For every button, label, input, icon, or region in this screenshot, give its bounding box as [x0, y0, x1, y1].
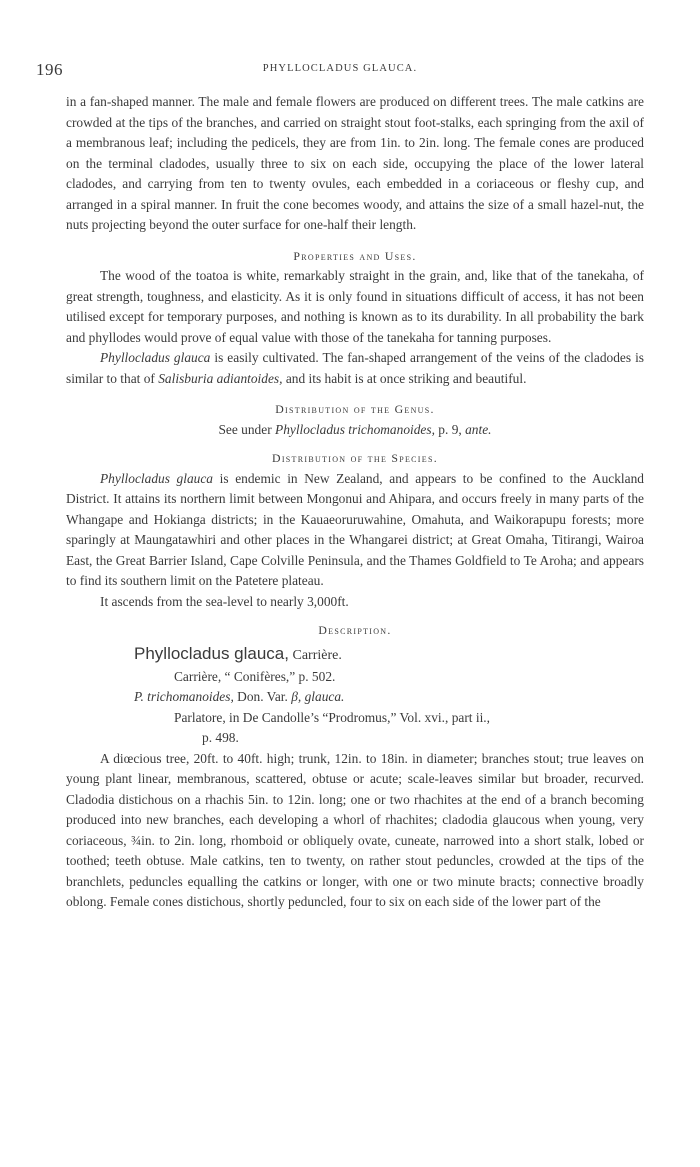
ref-trichomanoides-mid: Don. Var.	[233, 689, 292, 704]
reference-parlatore: Parlatore, in De Candolle’s “Prodromus,” Vol. xvi., part ii.,	[174, 709, 490, 725]
distribution-species-heading-text: Distribution of the Species.	[272, 451, 438, 465]
description-heading-text: Description.	[318, 623, 392, 637]
description-paragraph: A diœcious tree, 20ft. to 40ft. high; trunk, 12in. to 18in. in diameter; branches stout; true leaves on young plant linear, membranous, scattered, obtuse or acute; scale-leaves similar but broader, recurved. Cladodia distichous on a rhachis 5in. to 12in. long; one or two rhachites at the end of a branch becoming produced into new branches, each developing a whorl of rhachites; cladodia glaucous when young, very coriaceous, ¾in. to 2in. long, rhomboid or obliquely ovate, cuneate, narrowed into a short stalk, lobed or toothed; teeth obtuse. Male catkins, ten to twenty, on rather stout peduncles, crowded at the tips of the branchlets, peduncles equalling the catkins or longer, with one or two minute bracts; connective broadly oblong. Female cones distichous, shortly peduncled, four to six on each side of the lower part of the	[66, 750, 644, 909]
properties-text-b: and its habit is at once striking and beautiful.	[282, 370, 527, 386]
species-name: Phyllocladus glauca	[100, 470, 213, 486]
running-title: PHYLLOCLADUS GLAUCA.	[262, 63, 418, 74]
distribution-species-heading	[66, 448, 644, 469]
scientific-name-line	[134, 643, 644, 667]
properties-heading	[66, 246, 644, 267]
see-prefix: See under	[218, 421, 276, 437]
distribution-species-text: is endemic in New Zealand, and appears to be confined to the Auckland District. It attains its northern limit between Mongonui and Ahipara, and occurs freely in many parts of the Whangape and Hokianga districts; in the Kauaeoruruwahine, Omahuta, and Waikorapupu forests; more sparingly at Maungatawhiri and other places in the Whangarei district; at Great Omaha, Titirangi, Wairoa East, the Great Barrier Island, Cape Colville Peninsula, and the Thames Goldfield to Te Aroha; and appears to find its southern limit on the Patetere plateau.	[66, 470, 644, 588]
properties-text-a: is easily cultivated. The fan-shaped arrangement of the veins of the cladodes is similar to that of	[66, 350, 644, 386]
distribution-species-paragraph	[66, 469, 644, 592]
description-heading	[66, 620, 644, 641]
reference-carriere: Carrière, “ Conifères,” p. 502.	[174, 668, 336, 684]
page-body	[66, 92, 644, 913]
ref-trichomanoides-name: P. trichomanoides,	[134, 689, 234, 704]
properties-paragraph-2	[66, 348, 644, 389]
genus-name: Phyllocladus glauca	[100, 350, 211, 365]
running-head	[36, 60, 644, 80]
properties-heading-text: Properties and Uses.	[293, 248, 417, 263]
intro-paragraph: in a fan-shaped manner. The male and female flowers are produced on different trees. The male catkins are crowded at the tips of the branches, and carried on straight stout foot-stalks, each springing from the axil of a membranous leaf; including the pedicels, they are from 1in. to 2in. long. The female cones are produced on the terminal cladodes, usually three to six on each side, occupying the place of the lower lateral cladodes, and carrying from ten to twenty ovules, each embedded in a coriaceous or fleshy cup, and arranged in a spiral manner. In fruit the cone becomes woody, and attains the size of a small hazel-nut, the nuts projecting beyond the outer surface for one-half their length.	[66, 94, 644, 232]
see-suffix: p. 9,	[434, 421, 466, 437]
properties-paragraph-1: The wood of the toatoa is white, remarkably straight in the grain, and, like that of the tanekaha, of great strength, toughness, and elasticity. As it is only found in situations difficult of access, it has not been utilised except for temporary purposes, and nothing is known as to its durability. In all probability the bark and phyllodes would prove of equal value with those of the tanekaha for tanning purposes.	[66, 268, 644, 345]
salisburia-name: Salisburia adiantoides,	[158, 370, 283, 386]
altitude-line: It ascends from the sea-level to nearly 3,000ft.	[100, 593, 349, 609]
page-number: 196	[36, 60, 63, 79]
see-ante: ante.	[465, 421, 492, 437]
distribution-genus-heading	[66, 399, 644, 420]
scientific-name: Phyllocladus glauca,	[134, 643, 289, 663]
reference-trichomanoides	[66, 687, 644, 708]
distribution-genus-heading-text: Distribution of the Genus.	[275, 402, 435, 416]
see-name: Phyllocladus trichomanoides,	[275, 421, 435, 437]
ref-variety: β, glauca.	[291, 689, 345, 704]
reference-parlatore-page: p. 498.	[202, 730, 239, 745]
scientific-author: Carrière.	[288, 647, 342, 663]
distribution-genus-line	[66, 420, 644, 441]
